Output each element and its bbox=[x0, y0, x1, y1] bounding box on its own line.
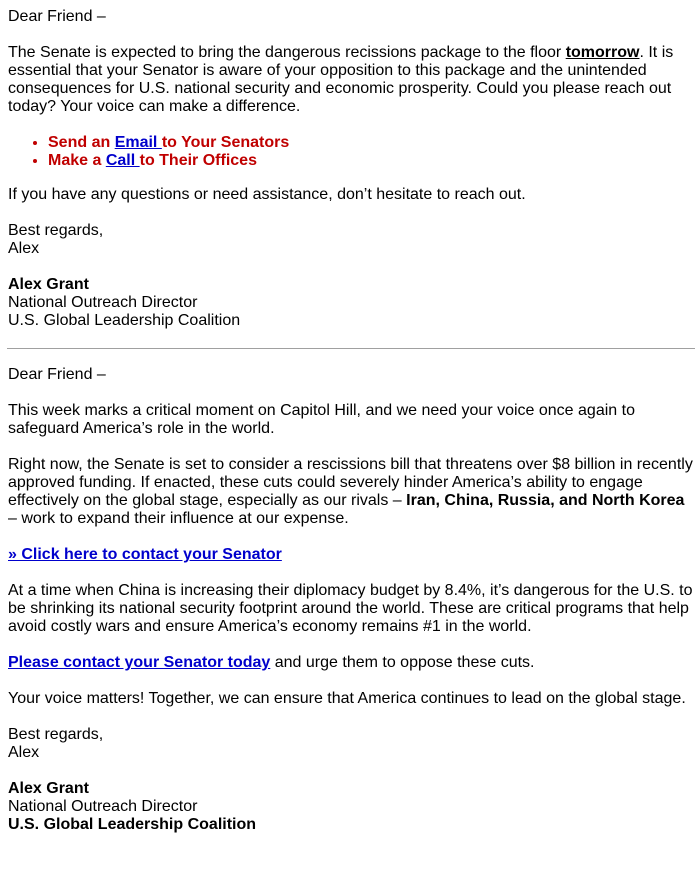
email-2 bbox=[8, 366, 694, 834]
action-prefix: Make a bbox=[48, 152, 106, 169]
rivals-emphasis: Iran, China, Russia, and North Korea bbox=[406, 492, 685, 509]
closing-name: Alex bbox=[8, 240, 40, 257]
closing-name: Alex bbox=[8, 744, 40, 761]
voice-matters-paragraph: Your voice matters! Together, we can ensure that America continues to lead on the global stage. bbox=[8, 690, 686, 707]
email-1 bbox=[8, 8, 694, 330]
call-offices-link[interactable]: Call bbox=[105, 152, 140, 169]
closing-phrase: Best regards, bbox=[8, 222, 104, 239]
closing bbox=[8, 222, 694, 258]
questions-paragraph: If you have any questions or need assistance, don’t hesitate to reach out. bbox=[8, 186, 526, 203]
email-document bbox=[8, 8, 694, 852]
closing-phrase: Best regards, bbox=[8, 726, 104, 743]
contact-today-paragraph bbox=[8, 654, 694, 672]
closing bbox=[8, 726, 694, 762]
rescissions-text-end: – work to expand their influence at our expense. bbox=[8, 510, 349, 527]
signature-org: U.S. Global Leadership Coalition bbox=[8, 816, 257, 833]
action-suffix: to Their Offices bbox=[139, 152, 257, 169]
capitol-hill-paragraph: This week marks a critical moment on Capitol Hill, and we need your voice once again to safeguard America’s role in the world. bbox=[8, 402, 635, 437]
rescissions-text-start: Right now, the Senate is set to consider a rescissions bill that threatens over $8 billion in recently approved funding. If enacted, these cuts could severely hinder America’s ability to engage effectively on the global stage, especially as our rivals – bbox=[8, 456, 693, 509]
signature-title: National Outreach Director bbox=[8, 294, 198, 311]
email-divider bbox=[7, 348, 695, 349]
rescissions-paragraph bbox=[8, 456, 694, 528]
signature bbox=[8, 780, 694, 834]
contact-senator-link[interactable]: » Click here to contact your Senator bbox=[8, 546, 282, 563]
signature-name: Alex Grant bbox=[8, 780, 89, 797]
greeting: Dear Friend – bbox=[8, 366, 106, 383]
china-budget-paragraph: At a time when China is increasing their diplomacy budget by 8.4%, it’s dangerous for the U.S. to be shrinking its national security footprint around the world. These are critical programs that help avoid costly wars and ensure America’s economy remains #1 in the world. bbox=[8, 582, 693, 635]
action-prefix: Send an bbox=[48, 134, 115, 151]
tomorrow-emphasis: tomorrow bbox=[565, 44, 640, 61]
list-item-call bbox=[48, 152, 694, 170]
email-senators-link[interactable]: Email bbox=[114, 134, 162, 151]
signature-name: Alex Grant bbox=[8, 276, 89, 293]
action-list bbox=[8, 134, 694, 170]
cta-paragraph bbox=[8, 546, 694, 564]
list-item-email bbox=[48, 134, 694, 152]
signature-org: U.S. Global Leadership Coalition bbox=[8, 312, 241, 329]
intro-text-start: The Senate is expected to bring the dangerous recissions package to the floor bbox=[8, 44, 566, 61]
signature-title: National Outreach Director bbox=[8, 798, 198, 815]
intro-paragraph bbox=[8, 44, 694, 116]
greeting: Dear Friend – bbox=[8, 8, 106, 25]
contact-today-suffix: and urge them to oppose these cuts. bbox=[270, 654, 535, 671]
action-suffix: to Your Senators bbox=[161, 134, 290, 151]
contact-senator-today-link[interactable]: Please contact your Senator today bbox=[8, 654, 271, 671]
intro-text-end: . It is essential that your Senator is aware of your opposition to this package and the unintended consequences for U.S. national security and economic prosperity. Could you please reach out today? Your voice can make a difference. bbox=[8, 44, 674, 115]
signature bbox=[8, 276, 694, 330]
